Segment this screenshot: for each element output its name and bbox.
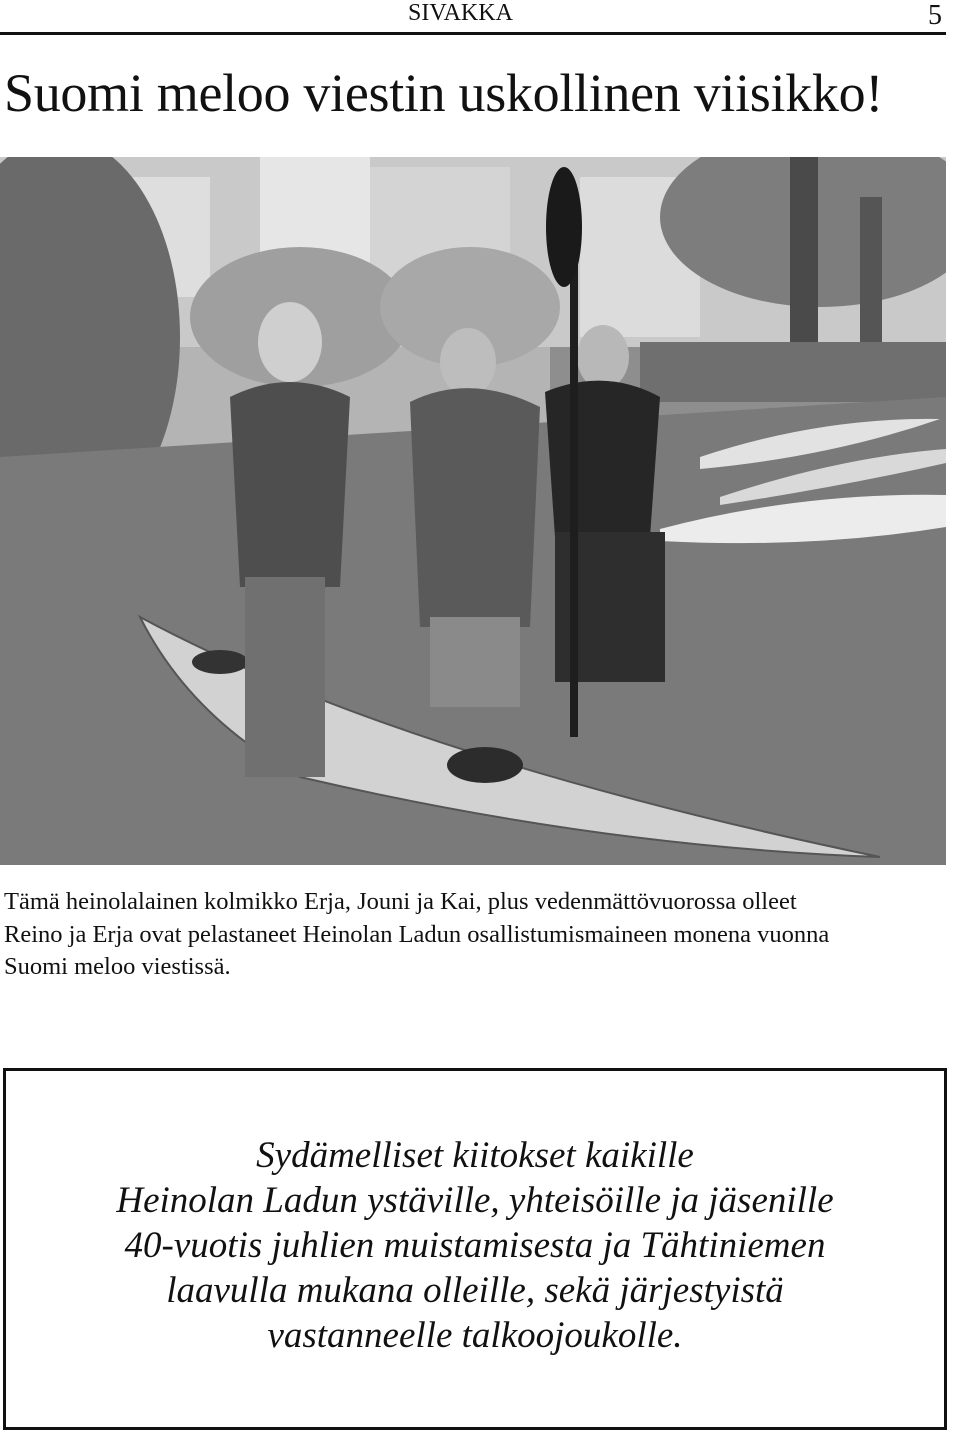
caption-line: Suomi meloo viestissä. [4,953,231,980]
thanks-line: 40-vuotis juhlien muistamisesta ja Tähtiniemen [124,1225,826,1266]
photo-caption [4,886,954,984]
thanks-text [6,1133,944,1358]
page-number: 5 [928,0,942,31]
thanks-line: laavulla mukana olleille, sekä järjestyistä [166,1270,784,1311]
article-title: Suomi meloo viestin uskollinen viisikko! [4,63,884,123]
thanks-line: Sydämelliset kiitokset kaikille [256,1135,694,1176]
thanks-line: vastanneelle talkoojoukolle. [267,1315,683,1356]
caption-line: Tämä heinolalainen kolmikko Erja, Jouni ja Kai, plus vedenmättövuorossa olleet [4,888,797,915]
thanks-line: Heinolan Ladun ystäville, yhteisöille ja jäsenille [116,1180,834,1221]
header-rule [0,32,946,35]
section-label: SIVAKKA [408,0,513,26]
kayak-group-photo [0,157,946,865]
caption-line: Reino ja Erja ovat pelastaneet Heinolan Ladun osallistumismaineen monena vuonna [4,920,830,948]
thanks-box [3,1068,947,1430]
